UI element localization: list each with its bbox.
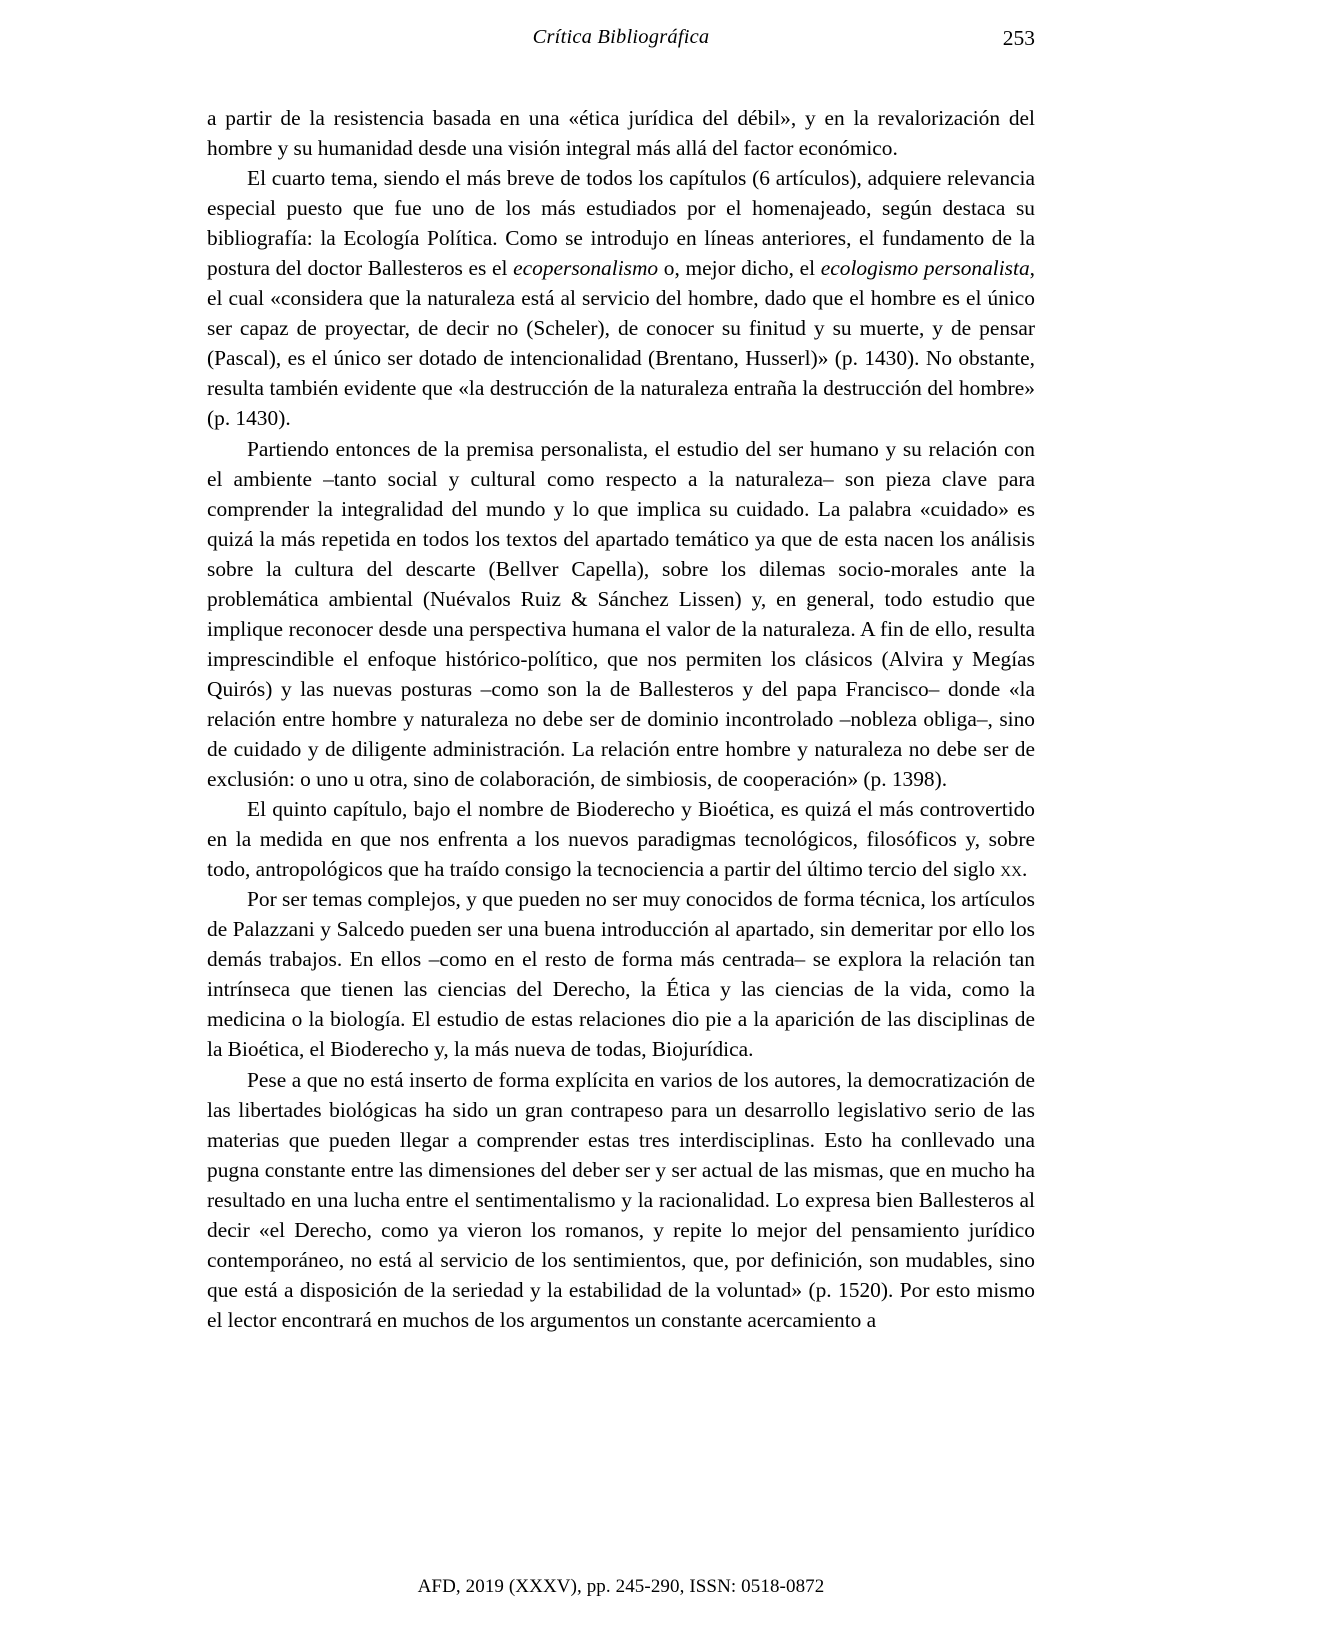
paragraph-text-segment: . (1021, 857, 1028, 882)
smallcaps-century: xx (1000, 857, 1022, 882)
paragraph-cuarto-tema (207, 163, 1035, 433)
running-head-title: Crítica Bibliográfica (532, 26, 710, 48)
paragraph-premisa-personalista: Partiendo entonces de la premisa personalista, el estudio del ser humano y su relación con el ambiente –tanto social y cultural como respecto a la naturaleza– son pieza clave para comprender la integralidad del mundo y lo que implica su cuidado. La palabra «cuidado» es quizá la más repetida en todos los textos del apartado temático ya que de esta nacen los análisis sobre la cultura del descarte (Bellver Capella), sobre los dilemas socio-morales ante la problemática ambiental (Nuévalos Ruiz & Sánchez Lissen) y, en general, todo estudio que implique reconocer desde una perspectiva humana el valor de la naturaleza. A fin de ello, resulta imprescindible el enfoque histórico-político, que nos permiten los clásicos (Alvira y Megías Quirós) y las nuevas posturas –como son la de Ballesteros y del papa Francisco– donde «la relación entre hombre y naturaleza no debe ser de dominio incontrolado –nobleza obliga–, sino de cuidado y de diligente administración. La relación entre hombre y naturaleza no debe ser de exclusión: o uno u otra, sino de colaboración, de simbiosis, de cooperación» (p. 1398). (207, 436, 1035, 792)
emphasis-ecologismo-personalista: ecologismo personalista (820, 256, 1030, 281)
paragraph-quinto-capitulo (207, 794, 1035, 884)
page-number: 253 (1002, 26, 1035, 50)
paragraph-democratizacion: Pese a que no está inserto de forma explícita en varios de los autores, la democratización de las libertades biológicas ha sido un gran contrapeso para un desarrollo legislativo serio de las materias que pueden llegar a comprender estas tres interdisciplinas. Esto ha conllevado una pugna constante entre las dimensiones del deber ser y ser actual de las mismas, que en mucho ha resultado en una lucha entre el sentimentalismo y la racionalidad. Lo expresa bien Ballesteros al decir «el Derecho, como ya vieron los romanos, y repite lo mejor del pensamiento jurídico contemporáneo, no está al servicio de los sentimientos, que, por definición, son mudables, sino que está a disposición de la seriedad y la estabilidad de la voluntad» (p. 1520). Por esto mismo el lector encontrará en muchos de los argumentos un constante acercamiento a (207, 1067, 1035, 1332)
footer-citation: AFD, 2019 (XXXV), pp. 245-290, ISSN: 0518-0872 (417, 1576, 825, 1597)
body-text (207, 103, 1035, 1335)
paragraph-text-segment: , el cual «considera que la naturaleza está al servicio del hombre, dado que el hombre es el único ser capaz de proyectar, de decir no (Scheler), de conocer su finitud y su muerte, y de pensar (Pascal), es el único ser dotado de intencionalidad (Brentano, Husserl)» (p. 1430). No obstante, resulta también evidente que «la destrucción de la naturaleza entraña la destrucción del hombre» (p. 1430). (207, 256, 1036, 431)
emphasis-ecopersonalismo: ecopersonalismo (513, 256, 659, 281)
paragraph-text-segment: o, mejor dicho, el (658, 256, 821, 281)
paragraph-text-segment: El quinto capítulo, bajo el nombre de Bioderecho y Bioética, es quizá el más controvertido en la medida en que nos enfrenta a los nuevos paradigmas tecnológicos, filosóficos y, sobre todo, antropológicos que ha traído consigo la tecnociencia a partir del último tercio del siglo (207, 797, 1035, 882)
paragraph-temas-complejos: Por ser temas complejos, y que pueden no ser muy conocidos de forma técnica, los artículos de Palazzani y Salcedo pueden ser una buena introducción al apartado, sin demeritar por ello los demás trabajos. En ellos –como en el resto de forma más centrada– se explora la relación tan intrínseca que tienen las ciencias del Derecho, la Ética y las ciencias de la vida, como la medicina o la biología. El estudio de estas relaciones dio pie a la aparición de las disciplinas de la Bioética, el Bioderecho y, la más nueva de todas, Biojurídica. (207, 887, 1035, 1062)
paragraph-continuation: a partir de la resistencia basada en una «ética jurídica del débil», y en la revalorización del hombre y su humanidad desde una visión integral más allá del factor económico. (207, 106, 1035, 161)
paragraph-text-segment: El cuarto tema, siendo el más breve de todos los capítulos (6 artículos), adquiere relevancia especial puesto que fue uno de los más estudiados por el homenajeado, según destaca su bibliografía: la Ecología Política. Como se introdujo en líneas anteriores, el fundamento de la postura del doctor Ballesteros es el (207, 166, 1035, 281)
